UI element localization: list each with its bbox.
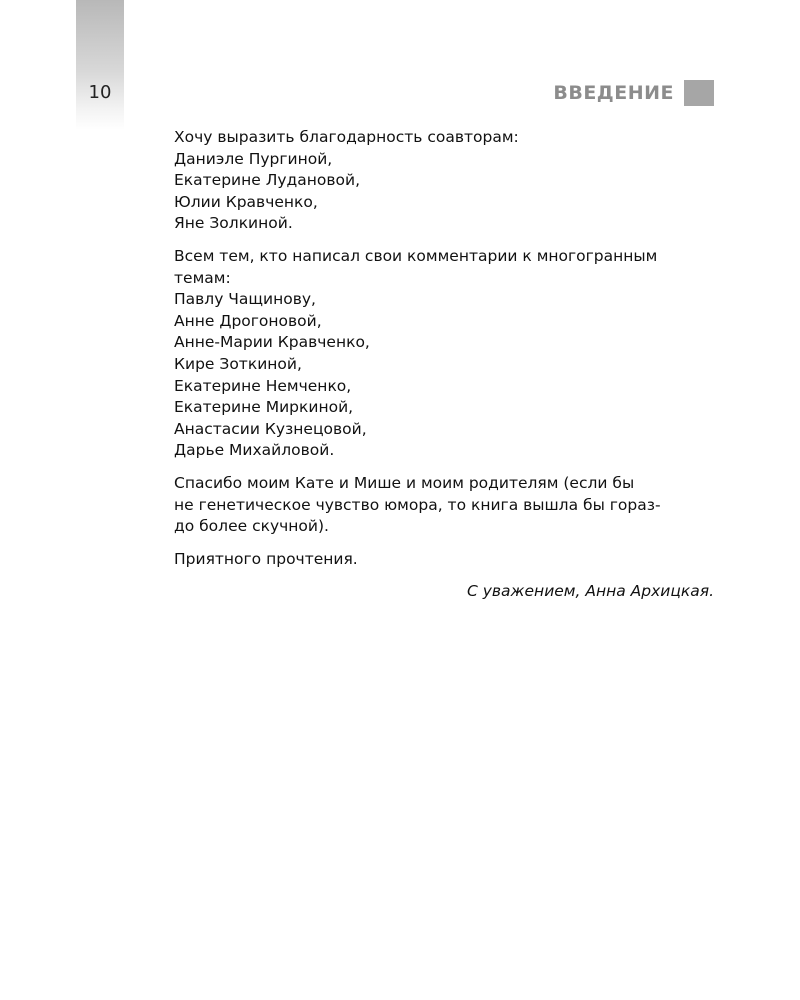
- family-line: Спасибо моим Кате и Мише и моим родителям (если бы: [174, 473, 635, 492]
- closing-text: Приятного прочтения.: [174, 549, 358, 568]
- coauthor-name: Юлии Кравченко,: [174, 192, 318, 211]
- page-body: [174, 127, 714, 614]
- section-title: ВВЕДЕНИЕ: [553, 82, 674, 104]
- page-number-tab: [76, 0, 124, 130]
- commenters-intro-line: темам:: [174, 268, 231, 287]
- coauthor-name: Екатерине Лудановой,: [174, 171, 361, 190]
- closing-paragraph: [174, 549, 714, 571]
- commenter-name: Кире Зоткиной,: [174, 354, 302, 373]
- commenter-name: Дарье Михайловой.: [174, 441, 335, 460]
- commenters-paragraph: [174, 246, 714, 462]
- commenters-intro-line: Всем тем, кто написал свои комментарии к многогранным: [174, 246, 658, 265]
- coauthors-intro: Хочу выразить благодарность соавторам:: [174, 128, 519, 146]
- section-marker: [684, 80, 714, 106]
- coauthors-paragraph: [174, 127, 714, 235]
- commenter-name: Анне Дрогоновой,: [174, 311, 322, 330]
- commenter-name: Анастасии Кузнецовой,: [174, 419, 367, 438]
- family-line: не генетическое чувство юмора, то книга вышла бы гораз-: [174, 495, 661, 514]
- commenter-name: Анне-Марии Кравченко,: [174, 333, 370, 352]
- commenter-name: Екатерине Немченко,: [174, 376, 352, 395]
- commenter-name: Екатерине Миркиной,: [174, 398, 354, 417]
- author-signature: С уважением, Анна Архицкая.: [467, 582, 714, 601]
- section-header: [553, 80, 714, 106]
- family-paragraph: [174, 473, 714, 538]
- commenter-name: Павлу Чащинову,: [174, 290, 316, 309]
- coauthor-name: Даниэле Пургиной,: [174, 149, 333, 168]
- family-line: до более скучной).: [174, 517, 329, 536]
- coauthor-name: Яне Золкиной.: [174, 214, 293, 233]
- page-number: 10: [88, 82, 112, 103]
